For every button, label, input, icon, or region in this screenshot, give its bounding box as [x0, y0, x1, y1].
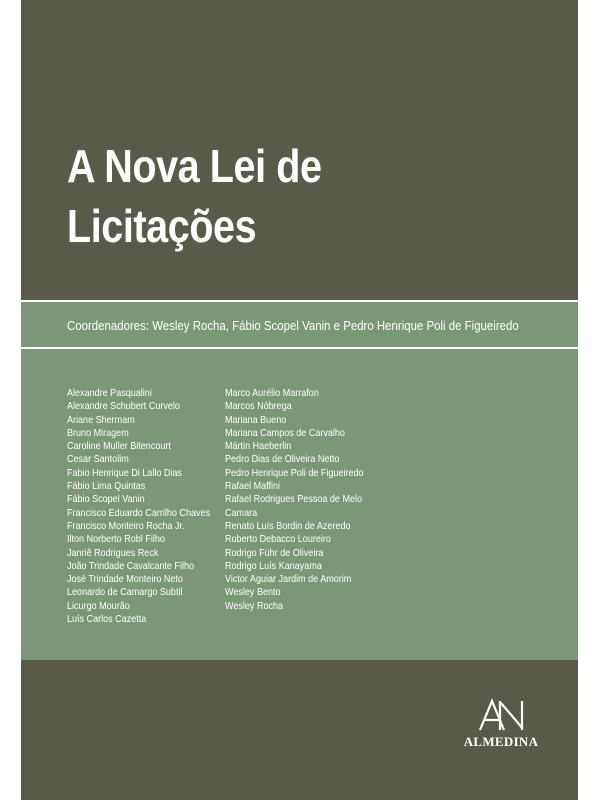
book-cover [21, 0, 578, 800]
coordinators-text: Coordenadores: Wesley Rocha, Fábio Scopel Vanin e Pedro Henrique Poli de Figueiredo [67, 318, 519, 333]
author-name: Caroline Muller Bitencourt [67, 440, 171, 453]
author-name: Roberto Debacco Loureiro [225, 533, 331, 546]
author-name: José Trindade Monteiro Neto [67, 573, 183, 586]
title-line-2: Licitações [67, 200, 257, 252]
author-name: Bruno Miragem [67, 426, 129, 439]
publisher-block [451, 698, 551, 750]
publisher-name: ALMEDINA [463, 734, 539, 749]
author-name: Rodrigo Luís Kanayama [225, 559, 322, 572]
author-name: Mártin Haeberlin [225, 440, 292, 453]
coordinators-band [21, 302, 578, 347]
author-name: Rodrigo Führ de Oliveira [225, 546, 324, 559]
author-name: Pedro Henrique Poli de Figueiredo [225, 466, 364, 479]
author-name: Francisco Eduardo Carrilho Chaves [67, 506, 211, 519]
almedina-logo-icon [474, 698, 528, 732]
author-name: Marcos Nóbrega [225, 400, 292, 413]
author-name: Fábio Scopel Vanin [67, 493, 145, 506]
author-name: Fabio Henrique Di Lallo Dias [67, 466, 182, 479]
author-name: Wesley Bento [225, 586, 281, 599]
author-name: Victor Aguiar Jardim de Amorim [225, 573, 352, 586]
author-name: Francisco Monteiro Rocha Jr. [67, 519, 185, 532]
author-name: Alexandre Pasqualini [67, 387, 152, 399]
author-name: Rafael Rodrigues Pessoa de Melo [225, 493, 363, 506]
author-name: Camara [225, 506, 258, 519]
author-name: Mariana Bueno [225, 413, 287, 426]
author-name: Leonardo de Camargo Subtil [67, 586, 183, 599]
author-name: Fábio Lima Quintas [67, 480, 146, 493]
author-name: Marco Aurélio Marrafon [225, 387, 319, 399]
authors-list-right [225, 387, 386, 613]
author-name: Ariane Shermam [67, 413, 135, 426]
author-name: Ilton Norberto Robl Filho [67, 533, 165, 546]
author-name: Renato Luís Bordin de Azeredo [225, 519, 351, 532]
author-name: Alexandre Schubert Curvelo [67, 400, 180, 413]
author-name: Mariana Campos de Carvalho [225, 426, 345, 439]
title-line-1: A Nova Lei de [67, 140, 322, 192]
author-name: Janriê Rodrigues Reck [67, 546, 159, 559]
author-name: Wesley Rocha [225, 599, 284, 612]
author-name: Cesar Santolim [67, 453, 129, 466]
author-name: Licurgo Mourão [67, 599, 130, 612]
authors-list-left [67, 387, 233, 626]
author-name: João Trindade Cavalcante Filho [67, 559, 194, 572]
author-name: Luís Carlos Cazetta [67, 613, 147, 626]
author-name: Rafael Maffini [225, 480, 281, 493]
author-name: Pedro Dias de Oliveira Netto [225, 453, 340, 466]
authors-band [21, 349, 578, 660]
book-title [67, 136, 549, 256]
